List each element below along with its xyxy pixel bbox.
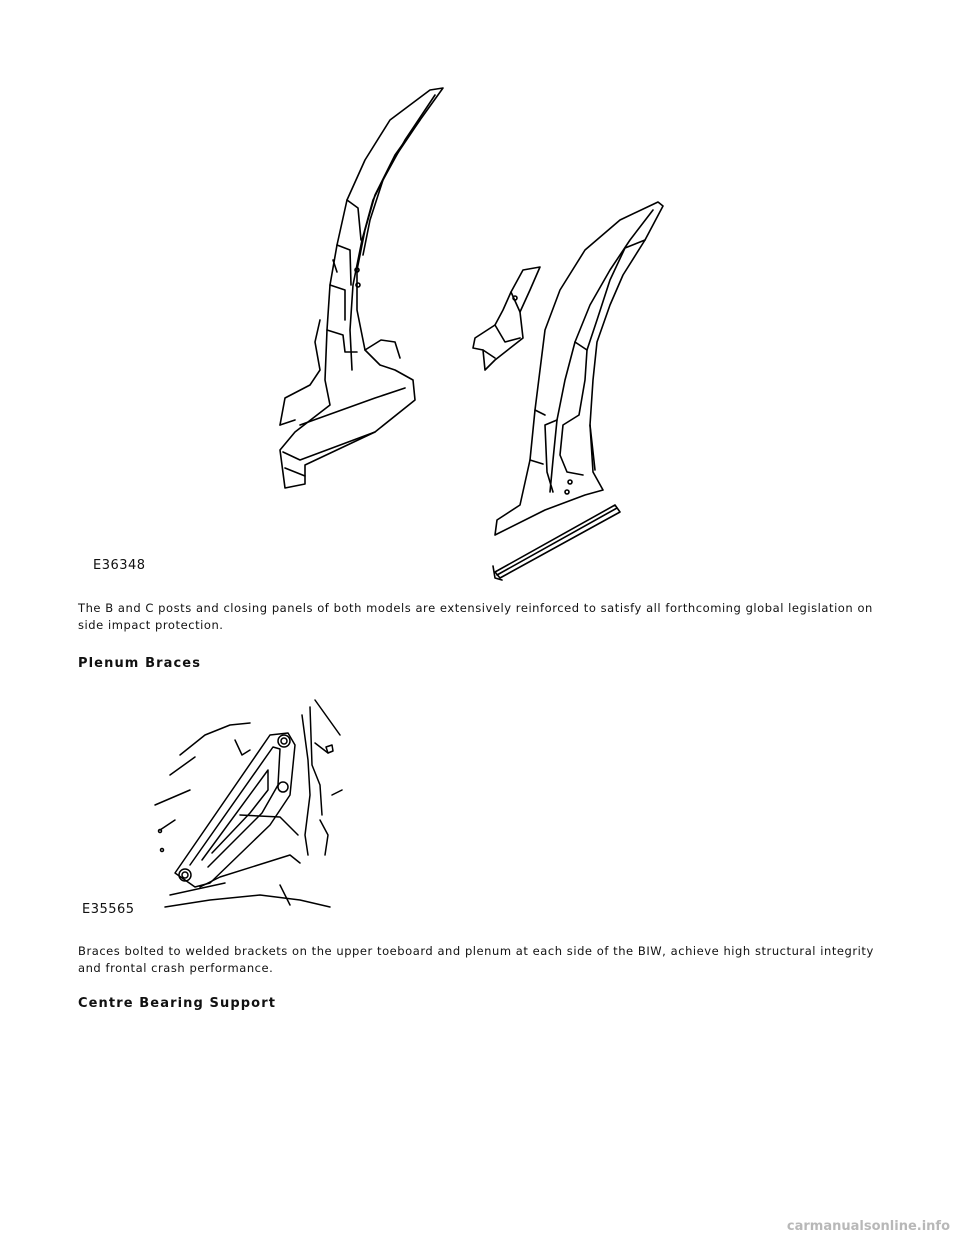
heading-plenum-braces: Plenum Braces [78,656,202,671]
paragraph-b-c-posts: The B and C posts and closing panels of both models are extensively reinforced to satisfy all forthcoming global legislation on side impact protection. [78,601,873,632]
b-post-outline [280,88,443,488]
bolt-middle [278,782,288,792]
paragraph-plenum-braces: Braces bolted to welded brackets on the upper toeboard and plenum at each side of the BIW, achieve high structural integrity and frontal crash performance. [78,944,874,975]
c-post-outline [495,202,663,535]
figure-label-e36348: E36348 [93,558,146,573]
bolt-top [278,735,290,747]
b-c-post-illustration [75,80,695,585]
plenum-brace-illustration [150,695,350,915]
brace-arm [175,733,295,887]
heading-centre-bearing-support: Centre Bearing Support [78,996,277,1011]
closing-panel-bracket [473,267,540,370]
figure-label-e35565: E35565 [82,902,135,917]
watermark: carmanualsonline.info [786,1219,950,1234]
